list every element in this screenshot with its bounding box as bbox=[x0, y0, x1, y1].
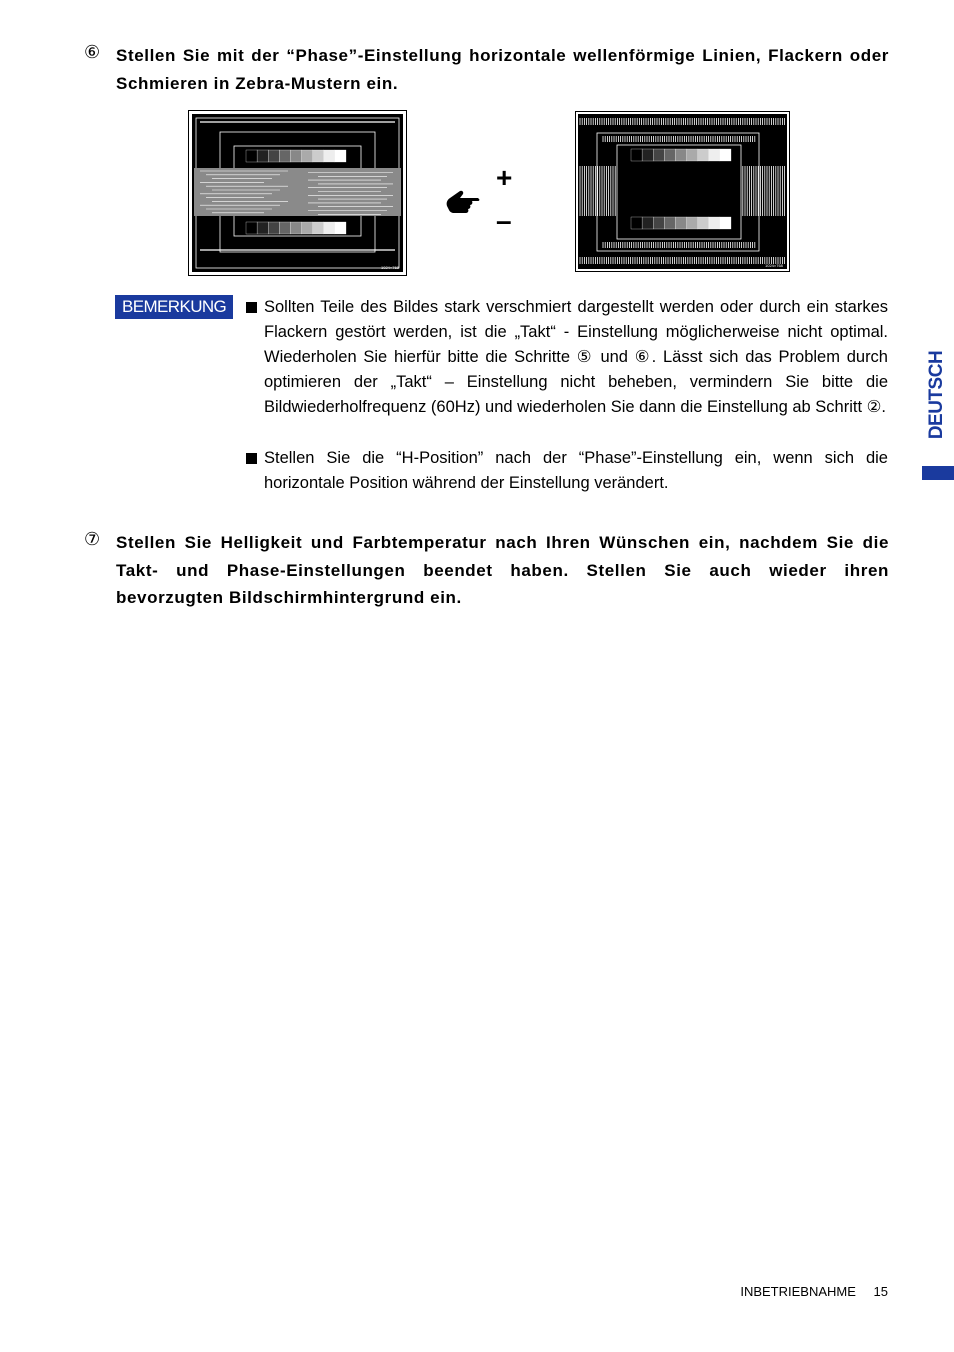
monitor-after-adjustment bbox=[575, 111, 790, 272]
grey-scale-bottom bbox=[631, 217, 731, 229]
grey-scale-top bbox=[246, 150, 346, 162]
step-6-text: Stellen Sie mit der “Phase”-Einstellung horizontale wellenförmige Linien, Flackern oder Schmieren in Zebra-Mustern ein. bbox=[116, 46, 889, 93]
step-7 bbox=[84, 529, 889, 612]
square-bullet-icon bbox=[246, 453, 257, 464]
plus-sign: + bbox=[496, 162, 513, 193]
language-tab bbox=[917, 330, 954, 460]
step-6 bbox=[84, 42, 889, 97]
note-item bbox=[246, 295, 888, 420]
minus-sign: – bbox=[496, 205, 512, 236]
resolution-caption: 1024×768 bbox=[381, 265, 399, 270]
square-bullet-icon bbox=[246, 302, 257, 313]
note-label: BEMERKUNG bbox=[115, 295, 233, 319]
grey-scale-top bbox=[631, 149, 731, 161]
grey-scale-bottom bbox=[246, 222, 346, 234]
note-item bbox=[246, 446, 888, 496]
note-text: Stellen Sie die “H-Position” nach der “Phase”-Einstellung ein, wenn sich die horizontale Position während der Einstellung verändert. bbox=[264, 449, 888, 492]
resolution-caption: 1024×768 bbox=[765, 263, 783, 268]
step-7-text: Stellen Sie Helligkeit und Farbtemperatur nach Ihren Wünschen ein, nachdem Sie die Takt- und Phase-Einstellungen beendet haben. Stellen Sie auch wieder ihren bevorzugten Bildschirmhintergrund ein. bbox=[116, 533, 889, 607]
note-text: Sollten Teile des Bildes stark verschmiert dargestellt werden oder durch ein starkes Flackern gestört werden, ist die „Takt“ - Einstellung möglicherweise nicht optimal. Wiederholen Sie hierfür bitte die Schritte ⑤ und ⑥. Lässt sich das Problem durch optimieren der „Takt“ – Einstellung nicht beheben, vermindern Sie bitte die Bildwiederholfrequenz (60Hz) und wiederholen Sie dann die Einstellung ab Schritt ②. bbox=[264, 298, 888, 416]
page-number: 15 bbox=[873, 1284, 888, 1299]
page-footer bbox=[726, 1284, 888, 1299]
monitor-before-adjustment bbox=[188, 110, 407, 276]
footer-section: INBETRIEBNAHME bbox=[740, 1284, 856, 1299]
step-7-number: ⑦ bbox=[84, 529, 101, 549]
pointing-hand-icon bbox=[444, 189, 480, 215]
language-tab-bar bbox=[922, 466, 954, 480]
language-tab-label: DEUTSCH bbox=[926, 350, 947, 440]
step-6-number: ⑥ bbox=[84, 42, 101, 62]
